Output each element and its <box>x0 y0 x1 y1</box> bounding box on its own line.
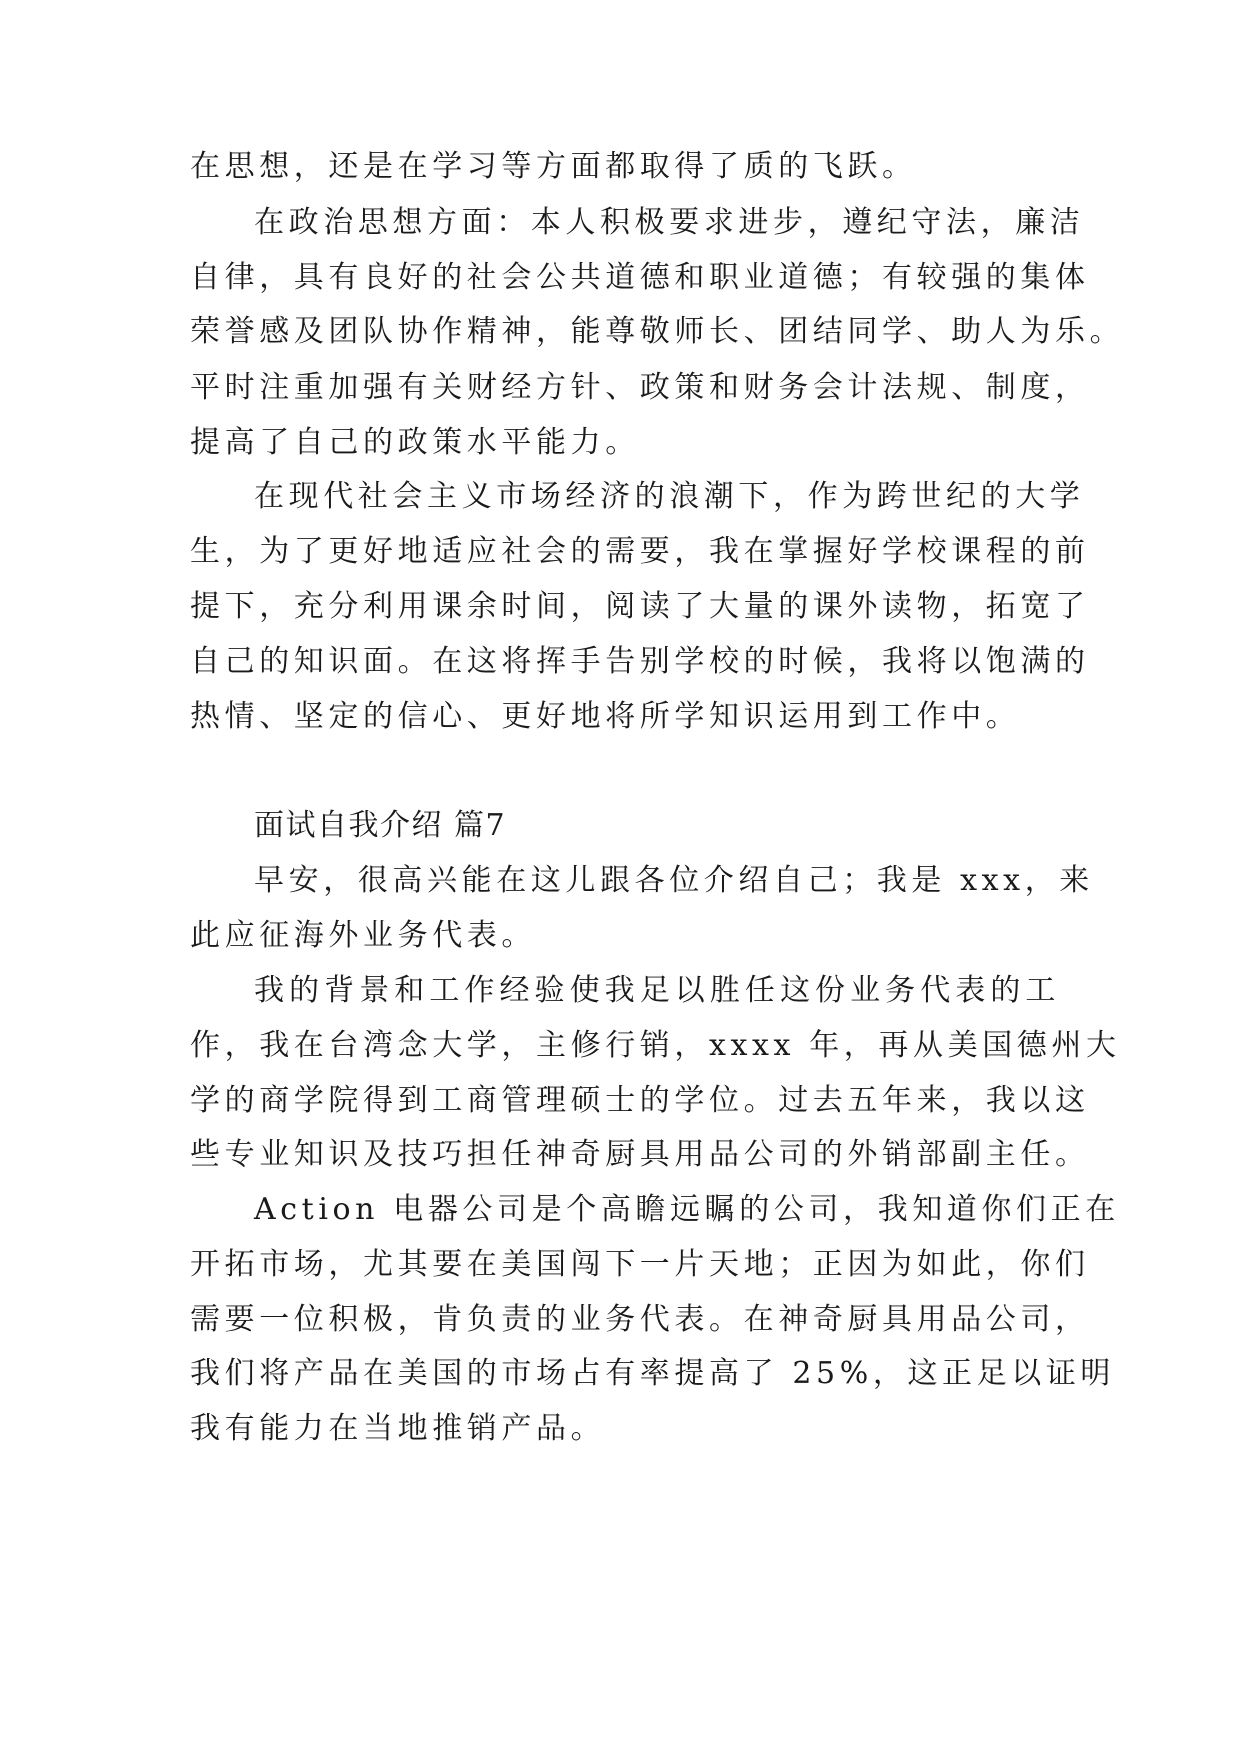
paragraph-line: 开拓市场，尤其要在美国闯下一片天地；正因为如此，你们 <box>190 1247 1090 1282</box>
paragraph-line: 自律，具有良好的社会公共道德和职业道德；有较强的集体 <box>190 260 1090 295</box>
paragraph-line: 提高了自己的政策水平能力。 <box>190 425 640 460</box>
paragraph-line: 学的商学院得到工商管理硕士的学位。过去五年来，我以这 <box>190 1083 1090 1118</box>
paragraph-line: Action 电器公司是个高瞻远瞩的公司，我知道你们正在 <box>254 1192 1120 1227</box>
paragraph-line: 荣誉感及团队协作精神，能尊敬师长、团结同学、助人为乐。 <box>190 314 1125 349</box>
paragraph-line: 需要一位积极，肯负责的业务代表。在神奇厨具用品公司， <box>190 1302 1090 1337</box>
paragraph-line: 在现代社会主义市场经济的浪潮下，作为跨世纪的大学 <box>254 479 1085 514</box>
paragraph-line: 热情、坚定的信心、更好地将所学知识运用到工作中。 <box>190 699 1021 734</box>
paragraph-line: 我们将产品在美国的市场占有率提高了 25%，这正足以证明 <box>190 1356 1116 1391</box>
paragraph-line: 提下，充分利用课余时间，阅读了大量的课外读物，拓宽了 <box>190 589 1090 624</box>
paragraph-line: 些专业知识及技巧担任神奇厨具用品公司的外销部副主任。 <box>190 1137 1090 1172</box>
paragraph-line: 此应征海外业务代表。 <box>190 918 536 953</box>
paragraph-line: 在思想，还是在学习等方面都取得了质的飞跃。 <box>190 149 917 184</box>
paragraph-line: 在政治思想方面：本人积极要求进步，遵纪守法，廉洁 <box>254 205 1085 240</box>
paragraph-line: 我有能力在当地推销产品。 <box>190 1411 606 1446</box>
paragraph-line: 平时注重加强有关财经方针、政策和财务会计法规、制度， <box>190 370 1090 405</box>
section-heading: 面试自我介绍 篇7 <box>254 808 507 843</box>
paragraph-line: 我的背景和工作经验使我足以胜任这份业务代表的工 <box>254 973 1060 1008</box>
paragraph-line: 自己的知识面。在这将挥手告别学校的时候，我将以饱满的 <box>190 644 1090 679</box>
paragraph-line: 早安，很高兴能在这儿跟各位介绍自己；我是 xxx，来 <box>254 863 1094 898</box>
paragraph-line: 生，为了更好地适应社会的需要，我在掌握好学校课程的前 <box>190 534 1090 569</box>
paragraph-line: 作，我在台湾念大学，主修行销，xxxx 年，再从美国德州大 <box>190 1028 1121 1063</box>
